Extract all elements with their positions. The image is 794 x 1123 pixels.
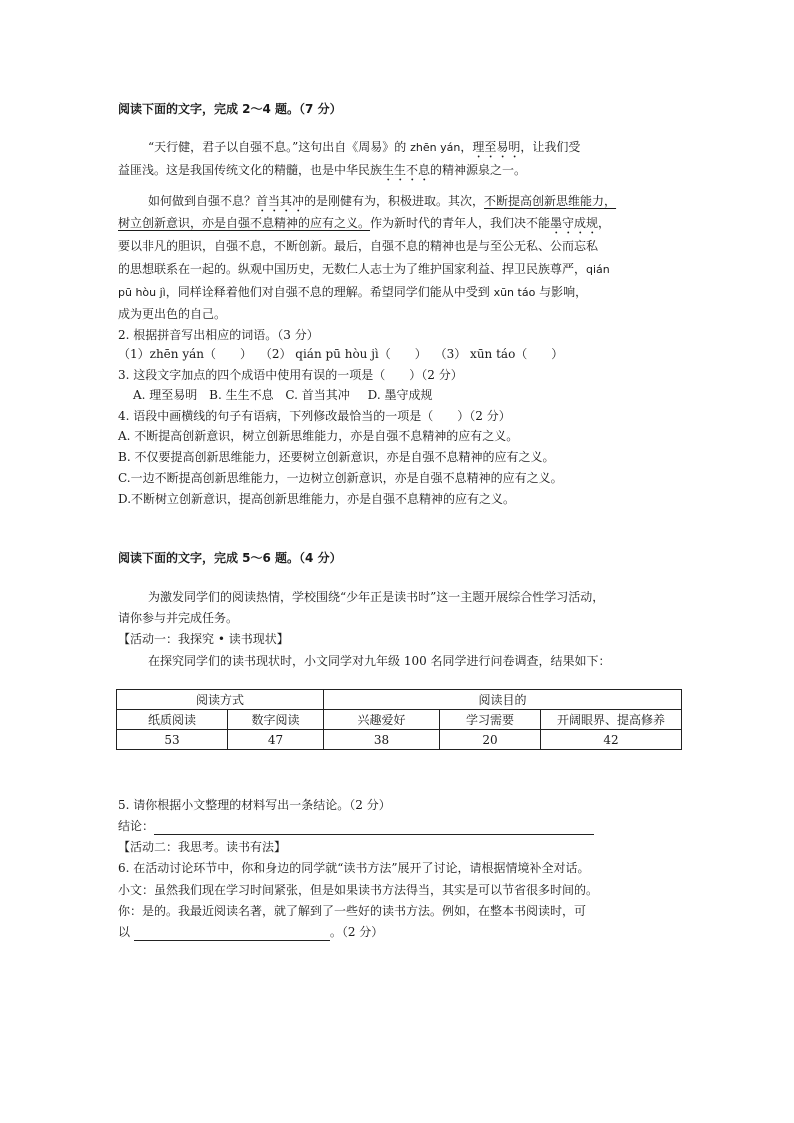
intro-line2: 请你参与并完成任务。 (118, 611, 239, 625)
q4-option-d[interactable]: D.不断树立创新意识，提高创新思维能力，亦是自强不息精神的应有之义。 (118, 492, 516, 506)
conclusion-label: 结论： (118, 819, 155, 833)
table-group-row (117, 690, 682, 710)
section1-title: 阅读下面的文字，完成 2～4 题。（7 分） (118, 102, 342, 116)
q2-blank-2[interactable]: （2） qián pū hòu jì（ ） (259, 347, 427, 361)
underlined-sentence-part1: 不断提高创新思维能力， (484, 194, 617, 208)
table-header-cell: 兴趣爱好 (324, 710, 440, 730)
dotted-idiom-4: 墨守成规 (550, 216, 599, 230)
table-cell: 20 (440, 730, 541, 750)
dotted-idiom-3: 首当其冲 (256, 194, 305, 208)
table-cell: 47 (228, 730, 324, 750)
pinyin-qian: qián (586, 263, 610, 276)
conclusion-row (118, 817, 594, 835)
activity-2-heading: 【活动二：我思考。读书有法】 (118, 840, 287, 854)
q4-option-b[interactable]: B. 不仅要提高创新思维能力，还要树立创新意识，亦是自强不息精神的应有之义。 (118, 450, 555, 464)
p2-line1: 如何做到自强不息？首当其冲的是刚健有为，积极进取。其次，不断提高创新思维能力， (148, 194, 617, 208)
q4-option-c[interactable]: C.一边不断提高创新思维能力，一边树立创新意识，亦是自强不息精神的应有之义。 (118, 471, 563, 485)
question-4: 4. 语段中画横线的句子有语病，下列修改最恰当的一项是（ ）（2 分） (118, 409, 511, 423)
table-cell: 38 (324, 730, 440, 750)
underlined-sentence-part2: 树立创新意识，亦是自强不息精神的应有之义。 (118, 216, 371, 230)
q3-option-a[interactable]: A. 理至易明 (133, 388, 198, 402)
dialog-answer-line[interactable] (134, 926, 330, 941)
dotted-idiom-1: 理至易明 (472, 140, 521, 154)
q2-blank-1[interactable]: （1）zhēn yán（ ） (118, 347, 252, 361)
question-5: 5. 请你根据小文整理的材料写出一条结论。（2 分） (118, 798, 391, 812)
section2-title: 阅读下面的文字，完成 5～6 题。（4 分） (118, 551, 342, 565)
pinyin-zhenyan: zhēn yán (410, 141, 461, 154)
dotted-idiom-2: 生生不息 (382, 163, 431, 177)
q3-option-d[interactable]: D. 墨守成规 (367, 388, 433, 402)
question-3-options (133, 386, 432, 404)
table-group-reading-method: 阅读方式 (117, 690, 324, 710)
table-cell: 53 (117, 730, 228, 750)
survey-intro: 在探究同学们的读书现状时，小文同学对九年级 100 名同学进行问卷调查，结果如下： (148, 654, 611, 668)
question-2: 2. 根据拼音写出相应的词语。（3 分） (118, 328, 319, 342)
dialog-line-3: 以 。（2 分） (118, 925, 384, 939)
pinyin-puhouji: pū hòu jì (118, 286, 166, 299)
p2-line2: 树立创新意识，亦是自强不息精神的应有之义。作为新时代的青年人，我们决不能墨守成规， (118, 216, 611, 230)
q4-option-a[interactable]: A. 不断提高创新意识，树立创新思维能力，亦是自强不息精神的应有之义。 (118, 429, 519, 443)
table-row (117, 730, 682, 750)
q2-blank-3[interactable]: （3） xūn táo（ ） (434, 347, 564, 361)
p2-line6: 成为更出色的自己。 (118, 307, 227, 321)
table-header-cell: 数字阅读 (228, 710, 324, 730)
p1-line1: “天行健，君子以自强不息。”这句出自《周易》的 zhēn yán，理至易明，让我们受 (148, 140, 581, 154)
question-3: 3. 这段文字加点的四个成语中使用有误的一项是（ ）（2 分） (118, 368, 463, 382)
intro-line1: 为激发同学们的阅读热情，学校围绕“少年正是读书时”这一主题开展综合性学习活动， (148, 590, 605, 604)
p1-line2: 益匪浅。这是我国传统文化的精髓，也是中华民族生生不息的精神源泉之一。 (118, 163, 527, 177)
p2-line5: pū hòu jì，同样诠释着他们对自强不息的理解。希望同学们能从中受到 xūn táo 与影响， (118, 285, 588, 299)
dialog-line-2: 你：是的。我最近阅读名著，就了解到了一些好的读书方法。例如，在整本书阅读时，可 (118, 904, 587, 918)
conclusion-answer-line[interactable] (154, 820, 594, 835)
q3-option-b[interactable]: B. 生生不息 (209, 388, 274, 402)
p2-line3: 要以非凡的胆识，自强不息，不断创新。最后，自强不息的精神也是与至公无私、公而忘私 (118, 239, 599, 253)
table-header-row (117, 710, 682, 730)
question-2-blanks (118, 345, 563, 363)
table-header-cell: 纸质阅读 (117, 710, 228, 730)
table-group-reading-purpose: 阅读目的 (324, 690, 682, 710)
table-header-cell: 开阔眼界、提高修养 (541, 710, 682, 730)
table-header-cell: 学习需要 (440, 710, 541, 730)
question-6: 6. 在活动讨论环节中，你和身边的同学就“读书方法”展开了讨论，请根据情境补全对话。 (118, 861, 590, 875)
activity-1-heading: 【活动一：我探究 • 读书现状】 (118, 632, 289, 646)
table-cell: 42 (541, 730, 682, 750)
q3-option-c[interactable]: C. 首当其冲 (285, 388, 350, 402)
dialog-line-1: 小文：虽然我们现在学习时间紧张，但是如果读书方法得当，其实是可以节省很多时间的。 (118, 883, 599, 897)
survey-table (116, 689, 682, 750)
p2-line4: 的思想联系在一起的。纵观中国历史，无数仁人志士为了维护国家利益、捍卫民族尊严，qián (118, 262, 610, 276)
pinyin-xuntao: xūn táo (493, 286, 536, 299)
